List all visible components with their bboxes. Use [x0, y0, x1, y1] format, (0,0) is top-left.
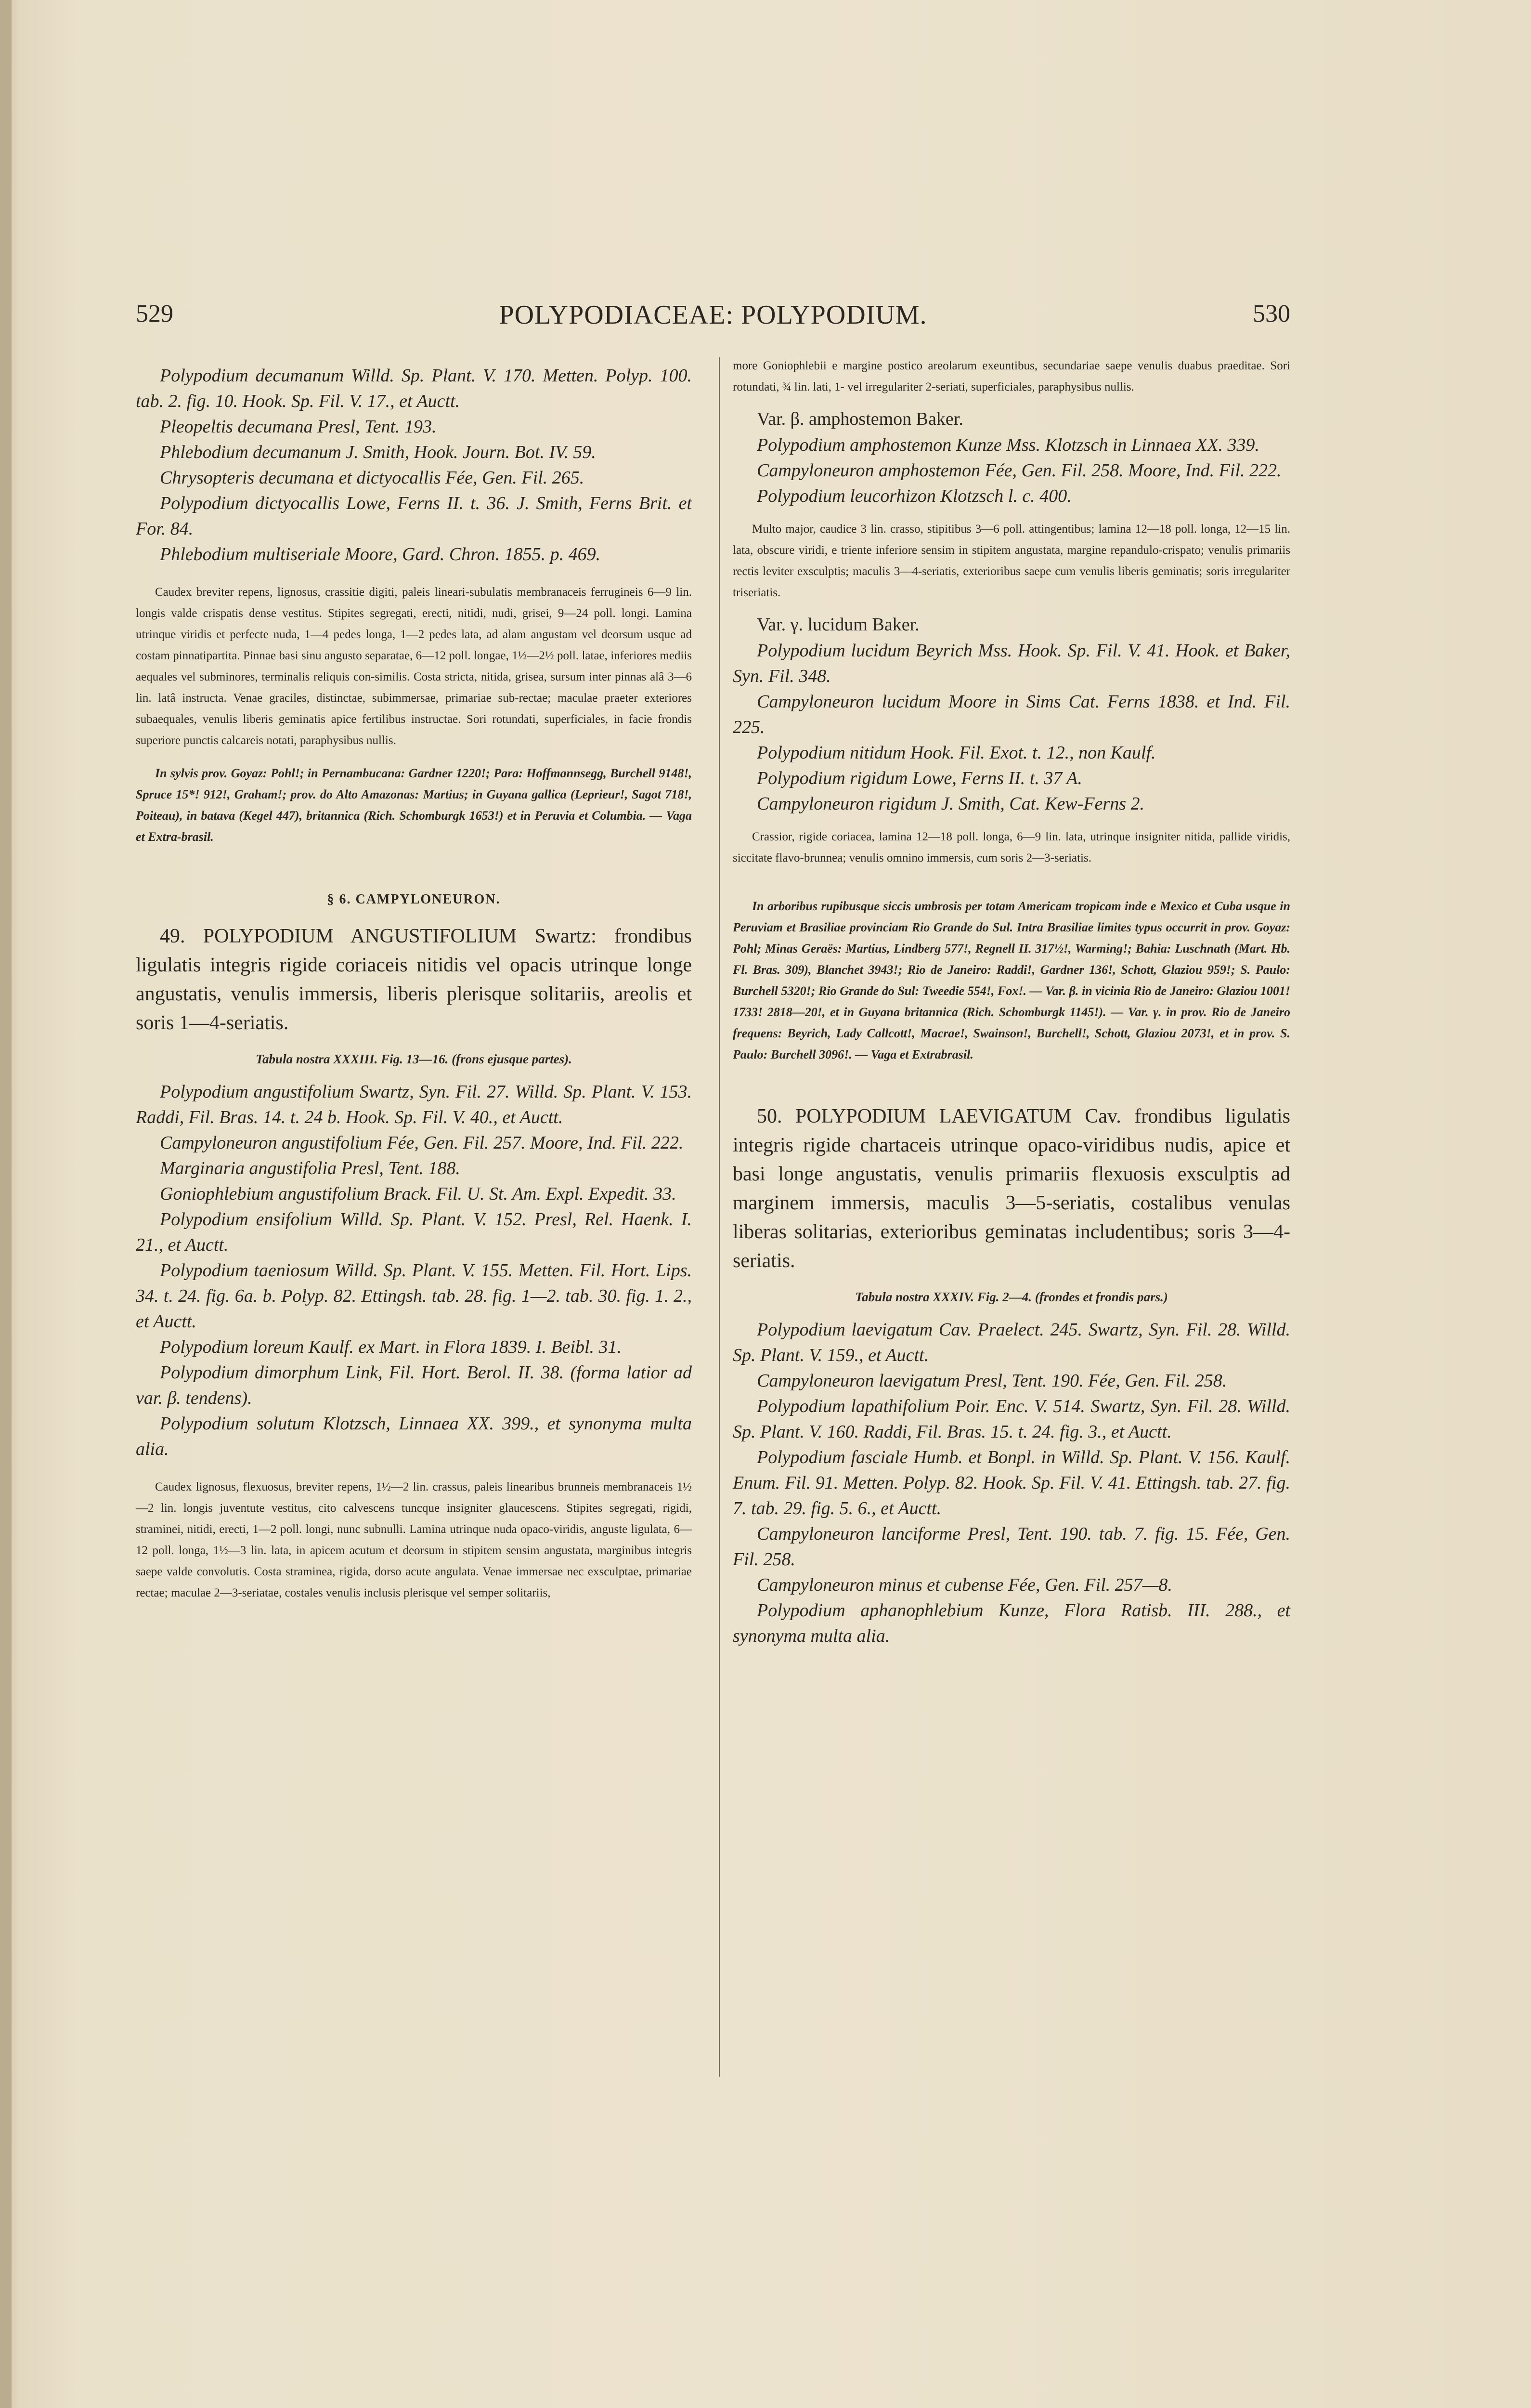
- left-column: [136, 336, 692, 1604]
- synonym-line: Marginaria angustifolia Presl, Tent. 188.: [160, 1158, 460, 1178]
- synonym-line: Polypodium loreum Kaulf. ex Mart. in Flora 1839. I. Beibl. 31.: [160, 1337, 622, 1357]
- synonym-line: Goniophlebium angustifolium Brack. Fil. U. St. Am. Expl. Expedit. 33.: [160, 1184, 676, 1204]
- section-heading: § 6. CAMPYLONEURON.: [327, 892, 501, 907]
- synonym-line: Polypodium ensifolium Willd. Sp. Plant. V. 152. Presl, Rel. Haenk. I. 21., et Auctt.: [136, 1209, 692, 1255]
- variety-description: Crassior, rigide coriacea, lamina 12—18 poll. longa, 6—9 lin. lata, utrinque insigniter nitida, pallide viridis, siccitate flavo-brunnea; venulis omnino immersis, cum soris 2—3-seriatis.: [733, 830, 1290, 864]
- plate-reference: Tabula nostra XXXIII. Fig. 13—16. (frons ejusque partes).: [256, 1052, 572, 1066]
- synonym-line: Chrysopteris decumana et dictyocallis Fée, Gen. Fil. 265.: [160, 468, 584, 488]
- synonym-line: Campyloneuron rigidum J. Smith, Cat. Kew-Ferns 2.: [757, 794, 1144, 814]
- synonym-line: Polypodium amphostemon Kunze Mss. Klotzsch in Linnaea XX. 339.: [757, 435, 1259, 455]
- localities-paragraph: In sylvis prov. Goyaz: Pohl!; in Pernambucana: Gardner 1220!; Para: Hoffmannsegg, Burchell 9148!, Spruce 15*! 912!, Graham!; prov. do Alto Amazonas: Martius; in Guyana gallica (Leprieur!, Sagot 718!, Poiteau), in batava (Kegel 447), britannica (Rich. Schomburgk 1653!) et in Peruvia et Columbia. — Vaga et Extra-brasil.: [136, 766, 692, 844]
- synonym-line: Polypodium dimorphum Link, Fil. Hort. Berol. II. 38. (forma latior ad var. β. tendens).: [136, 1362, 692, 1408]
- synonym-line: Polypodium dictyocallis Lowe, Ferns II. t. 36. J. Smith, Ferns Brit. et For. 84.: [136, 493, 692, 539]
- synonym-line: Polypodium solutum Klotzsch, Linnaea XX. 399., et synonyma multa alia.: [136, 1413, 692, 1459]
- synonym-line: Polypodium leucorhizon Klotzsch l. c. 400.: [757, 486, 1072, 506]
- synonym-line: Campyloneuron amphostemon Fée, Gen. Fil. 258. Moore, Ind. Fil. 222.: [757, 460, 1282, 481]
- running-head: POLYPODIACEAE: POLYPODIUM.: [499, 300, 927, 330]
- synonym-line: Campyloneuron laevigatum Presl, Tent. 190. Fée, Gen. Fil. 258.: [757, 1371, 1227, 1391]
- synonym-line: Campyloneuron angustifolium Fée, Gen. Fil. 257. Moore, Ind. Fil. 222.: [160, 1133, 684, 1153]
- right-column: [733, 336, 1290, 1649]
- page-header: [136, 300, 1290, 338]
- synonym-line: Polypodium nitidum Hook. Fil. Exot. t. 12., non Kaulf.: [757, 743, 1156, 763]
- synonym-line: Campyloneuron minus et cubense Fée, Gen. Fil. 257—8.: [757, 1575, 1172, 1595]
- species-description-continued: more Goniophlebii e margine postico areolarum exeuntibus, secundariae saepe venulis duabus praeditae. Sori rotundati, ¾ lin. lati, 1- vel irregulariter 2-seriati, superficiales, paraphysibus nullis.: [733, 359, 1290, 393]
- synonym-line: Polypodium aphanophlebium Kunze, Flora Ratisb. III. 288., et synonyma multa alia.: [733, 1600, 1290, 1646]
- synonym-line: Polypodium fasciale Humb. et Bonpl. in Willd. Sp. Plant. V. 156. Kaulf. Enum. Fil. 91. Metten. Polyp. 82. Hook. Sp. Fil. V. 41. Ettingsh. tab. 27. fig. 7. tab. 29. fig. 5. 6., et Auctt.: [733, 1447, 1290, 1518]
- species-description: Caudex lignosus, flexuosus, breviter repens, 1½—2 lin. crassus, paleis linearibus brunneis membranaceis 1½—2 lin. longis juventute vestitus, cito calvescens tuncque insigniter glaucescens. Stipites segregati, rigidi, straminei, nitidi, erecti, 1—2 poll. longi, nunc subnulli. Lamina utrinque nuda opaco-viridis, anguste ligulata, 6—12 poll. longa, 1½—3 lin. lata, in apicem acutum et deorsum in stipitem sensim angustata, marginibus integris saepe valde convolutis. Costa straminea, rigida, dorso acute angulata. Venae immersae nec exsculptae, primariae rectae; maculae 2—3-seriatae, costales venulis inclusis plerisque vel semper solitariis,: [136, 1480, 692, 1599]
- species-description: Caudex breviter repens, lignosus, crassitie digiti, paleis lineari-subulatis membranaceis ferrugineis 6—9 lin. longis valde crispatis dense vestitus. Stipites segregati, erecti, nitidi, nudi, grisei, 9—24 poll. longi. Lamina utrinque viridis et perfecte nuda, 1—4 pedes longa, 1—2 pedes lata, ad alam angustam vel deorsum usque ad costam pinnatipartita. Pinnae basi sinu angusto separatae, 6—12 poll. longae, 1½—2½ poll. latae, inferiores mediis aequales vel subminores, terminalis reliquis con-similis. Costa stricta, nitida, grisea, sursum inter pinnas alâ 3—6 lin. latâ instructa. Venae graciles, distinctae, subimmersae, primariae sub-rectae; maculae praeter exteriores subaequales, venulis liberis geminatis apice fertilibus instructae. Sori rotundati, superficiales, in facie frondis superiore punctis calcareis notati, paraphysibus nullis.: [136, 586, 692, 747]
- book-spine-edge: [0, 0, 12, 2408]
- variety-heading: Var. γ. lucidum Baker.: [757, 615, 920, 635]
- page-number-right: 530: [1253, 300, 1290, 327]
- synonym-line: Polypodium lucidum Beyrich Mss. Hook. Sp. Fil. V. 41. Hook. et Baker, Syn. Fil. 348.: [733, 641, 1290, 686]
- species-heading: 49. POLYPODIUM ANGUSTIFOLIUM Swartz: frondibus ligulatis integris rigide coriaceis nitidis vel opacis utrinque longe angustatis, venulis immersis, liberis plerisque solitariis, areolis et soris 1—4-seriatis.: [136, 925, 692, 1034]
- synonym-line: Campyloneuron lucidum Moore in Sims Cat. Ferns 1838. et Ind. Fil. 225.: [733, 692, 1290, 737]
- synonym-line: Pleopeltis decumana Presl, Tent. 193.: [160, 417, 437, 437]
- synonym-line: Polypodium rigidum Lowe, Ferns II. t. 37 A.: [757, 768, 1082, 788]
- plate-reference: Tabula nostra XXXIV. Fig. 2—4. (frondes et frondis pars.): [855, 1290, 1168, 1304]
- synonym-line: Polypodium taeniosum Willd. Sp. Plant. V. 155. Metten. Fil. Hort. Lips. 34. t. 24. fig. 6a. b. Polyp. 82. Ettingsh. tab. 28. fig. 1—2. tab. 30. fig. 1. 2., et Auctt.: [136, 1260, 692, 1332]
- column-divider: [719, 357, 720, 2077]
- localities-paragraph: In arboribus rupibusque siccis umbrosis per totam Americam tropicam inde e Mexico et Cuba usque in Peruviam et Brasiliae provinciam Rio Grande do Sul. Intra Brasiliae limites typus occurrit in prov. Goyaz: Pohl; Minas Geraës: Martius, Lindberg 577!, Regnell II. 317½!, Warming!; Bahia: Luschnath (Mart. Hb. Fl. Bras. 309), Blanchet 3943!; Rio de Janeiro: Raddi!, Gardner 136!, Schott, Glaziou 959!; S. Paulo: Burchell 5320!; Rio Grande do Sul: Tweedie 554!, Fox!. — Var. β. in vicinia Rio de Janeiro: Glaziou 1001! 1733! 2818—20!, et in Guyana britannica (Rich. Schomburgk 1145!). — Var. γ. in prov. Rio de Janeiro frequens: Beyrich, Lady Callcott!, Macrae!, Swainson!, Burchell!, Schott, Glaziou 2073!, et in prov. S. Paulo: Burchell 3096!. — Vaga et Extrabrasil.: [733, 899, 1290, 1061]
- synonym-line: Polypodium angustifolium Swartz, Syn. Fil. 27. Willd. Sp. Plant. V. 153. Raddi, Fil. Bras. 14. t. 24 b. Hook. Sp. Fil. V. 40., et Auctt.: [136, 1082, 692, 1127]
- synonym-line: Polypodium decumanum Willd. Sp. Plant. V. 170. Metten. Polyp. 100. tab. 2. fig. 10. Hook. Sp. Fil. V. 17., et Auctt.: [136, 366, 692, 411]
- variety-description: Multo major, caudice 3 lin. crasso, stipitibus 3—6 poll. attingentibus; lamina 12—18 poll. longa, 12—15 lin. lata, obscure viridi, e triente inferiore sensim in stipitem angustata, margine repandulo-crispato; venulis primariis rectis leviter exsculptis; maculis 3—4-seriatis, exterioribus saepe cum venulis liberis geminatis; soris irregulariter triseriatis.: [733, 523, 1290, 599]
- synonym-line: Phlebodium multiseriale Moore, Gard. Chron. 1855. p. 469.: [160, 544, 601, 564]
- synonym-line: Campyloneuron lanciforme Presl, Tent. 190. tab. 7. fig. 15. Fée, Gen. Fil. 258.: [733, 1524, 1290, 1570]
- synonym-line: Polypodium lapathifolium Poir. Enc. V. 514. Swartz, Syn. Fil. 28. Willd. Sp. Plant. V. 160. Raddi, Fil. Bras. 15. t. 24. fig. 3., et Auctt.: [733, 1396, 1290, 1442]
- synonym-line: Polypodium laevigatum Cav. Praelect. 245. Swartz, Syn. Fil. 28. Willd. Sp. Plant. V. 159., et Auctt.: [733, 1320, 1290, 1365]
- page-number-left: 529: [136, 300, 173, 327]
- species-heading: 50. POLYPODIUM LAEVIGATUM Cav. frondibus ligulatis integris rigide chartaceis utrinque opaco-viridibus nudis, apice et basi longe angustatis, venulis primariis flexuosis exsculptis ad marginem immersis, maculis 3—5-seriatis, costalibus venulas liberas solitarias, exterioribus geminatas includentibus; soris 3—4-seriatis.: [733, 1105, 1290, 1272]
- variety-heading: Var. β. amphostemon Baker.: [757, 409, 963, 429]
- synonym-line: Phlebodium decumanum J. Smith, Hook. Journ. Bot. IV. 59.: [160, 442, 596, 462]
